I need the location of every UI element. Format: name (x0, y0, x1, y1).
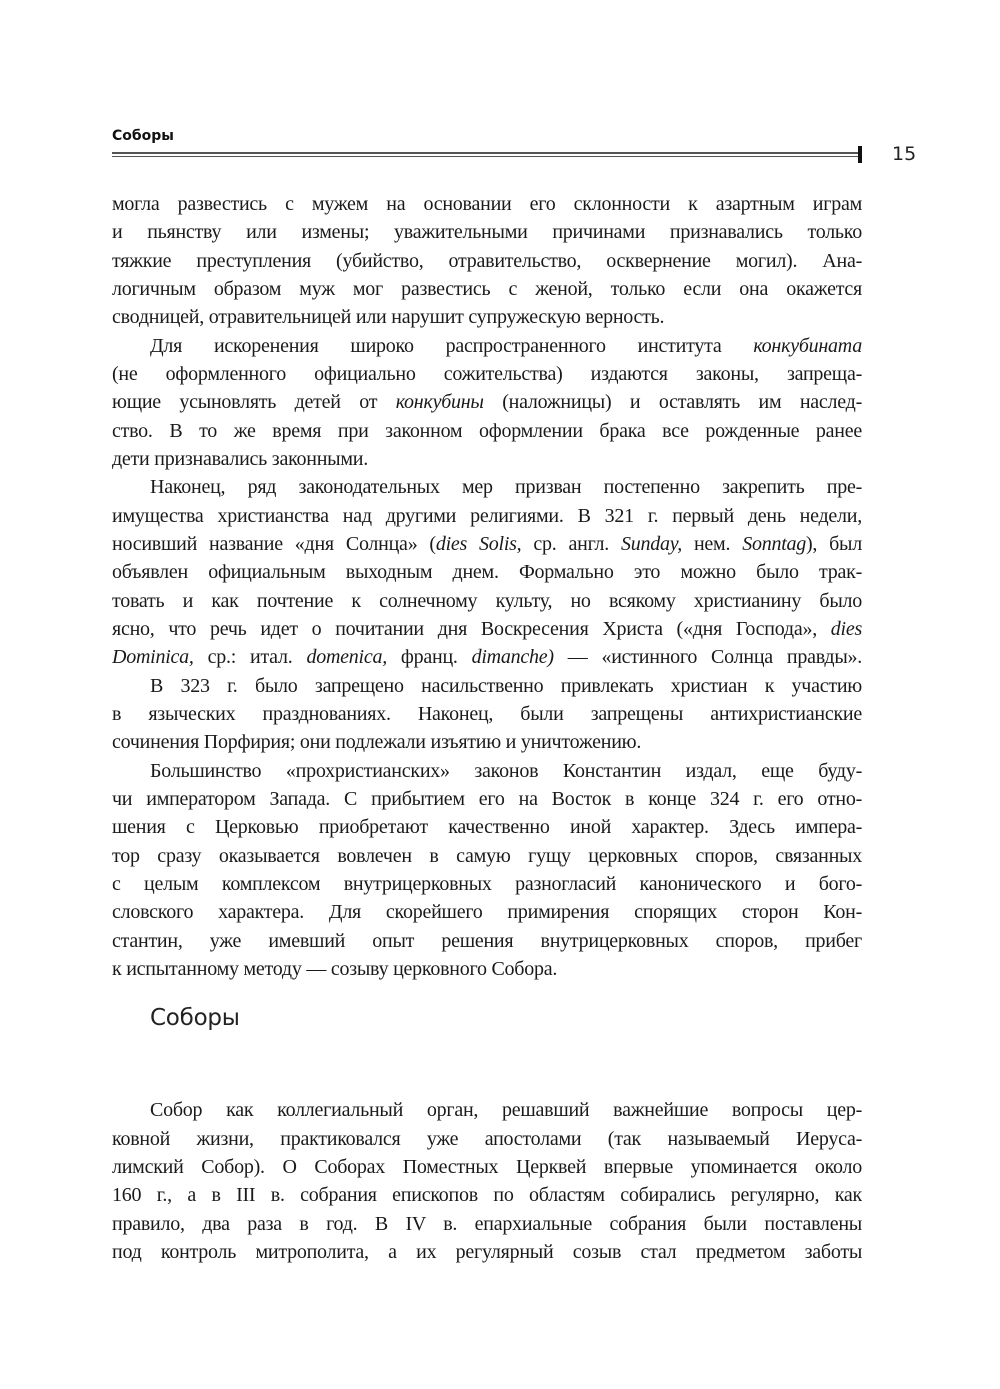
text-span: ср.: итал. (193, 646, 307, 669)
text-span: объявлен официальным выходным днем. Формально это можно было трак- (112, 561, 862, 584)
italic-term: dies Solis, (435, 532, 522, 555)
text-line (112, 445, 862, 473)
text-line (112, 672, 862, 700)
text-span: сводницей, отравительницей или нарушит супружескую верность. (112, 306, 665, 329)
text-span: в языческих празднованиях. Наконец, были запрещены антихристианские (112, 702, 862, 725)
text-line (112, 473, 862, 501)
text-span: к испытанному методу — созыву церковного Собора. (112, 957, 558, 980)
text-line (112, 615, 862, 643)
text-line (112, 502, 862, 530)
paragraph (112, 757, 862, 984)
text-line (112, 1153, 862, 1181)
text-line (112, 728, 862, 756)
text-line (112, 757, 862, 785)
text-span: Наконец, ряд законодательных мер призван постепенно закрепить пре- (150, 476, 862, 499)
text-span: нем. (682, 532, 743, 555)
text-span: ство. В то же время при законном оформлении брака все рожденные ранее (112, 419, 862, 442)
text-line (112, 898, 862, 926)
text-span: ковной жизни, практиковался уже апостолами (так называемый Иеруса- (112, 1127, 862, 1150)
italic-term: конкубины (395, 391, 484, 414)
text-span: с целым комплексом внутрицерковных разногласий канонического и бого- (112, 872, 862, 895)
italic-term: dies (830, 617, 862, 640)
italic-term: Dominica, (112, 646, 194, 669)
page-body (112, 190, 862, 1266)
italic-term: dimanche) (471, 646, 554, 669)
text-line (112, 275, 862, 303)
text-span: (не оформленного официально сожительства) издаются законы, запреща- (112, 362, 862, 385)
text-line (112, 1181, 862, 1209)
text-line (112, 558, 862, 586)
text-span: Собор как коллегиальный орган, решавший важнейшие вопросы цер- (150, 1099, 862, 1122)
text-span: ), был (806, 532, 862, 555)
text-span: тор сразу оказывается вовлечен в самую гущу церковных споров, связанных (112, 844, 862, 867)
text-span: Для искоренения широко распространенного института (150, 334, 754, 357)
text-line (112, 1096, 862, 1124)
text-line (112, 587, 862, 615)
text-span: носивший название «дня Солнца» ( (112, 532, 436, 555)
text-span: 160 г., а в III в. собрания епископов по областям собирались регулярно, как (112, 1184, 862, 1207)
text-span: сочинения Порфирия; они подлежали изъятию и уничтожению. (112, 731, 642, 754)
text-span: ющие усыновлять детей от (112, 391, 396, 414)
text-line (112, 700, 862, 728)
text-line (112, 360, 862, 388)
paragraph (112, 332, 862, 474)
text-span: имущества христианства над другими религиями. В 321 г. первый день недели, (112, 504, 862, 527)
text-span: шения с Церковью приобретают качественно иной характер. Здесь импера- (112, 816, 862, 839)
text-line (112, 190, 862, 218)
text-line (112, 388, 862, 416)
paragraph (112, 672, 862, 757)
text-line (112, 870, 862, 898)
text-line (112, 955, 862, 983)
italic-term: Sonntag (742, 532, 806, 555)
text-span: ясно, что речь идет о почитании дня Воскресения Христа («дня Господа», (112, 617, 831, 640)
text-span: чи императором Запада. С прибытием его на Восток в конце 324 г. его отно- (112, 787, 862, 810)
text-span: и пьянству или измены; уважительными причинами признавались только (112, 221, 862, 244)
running-head-title: Соборы (112, 128, 174, 144)
text-span: — «истинного Солнца правды». (553, 646, 862, 669)
text-line (112, 218, 862, 246)
text-span: дети признавались законными. (112, 447, 368, 470)
text-span: товать и как почтение к солнечному культу, но всякому христианину было (112, 589, 862, 612)
text-span: франц. (386, 646, 472, 669)
italic-term: Sunday, (620, 532, 682, 555)
text-span: логичным образом муж мог развестись с женой, только если она окажется (112, 277, 862, 300)
text-line (112, 247, 862, 275)
text-line (112, 332, 862, 360)
text-span: Большинство «прохристианских» законов Константин издал, еще буду- (150, 759, 862, 782)
text-span: могла развестись с мужем на основании его склонности к азартным играм (112, 193, 862, 215)
text-span: (наложницы) и оставлять им наслед- (483, 391, 862, 414)
paragraph (112, 1096, 862, 1266)
text-line (112, 303, 862, 331)
text-span: словского характера. Для скорейшего примирения спорящих сторон Кон- (112, 901, 862, 924)
paragraph (112, 473, 862, 671)
italic-term: domenica, (306, 646, 387, 669)
text-span: правило, два раза в год. В IV в. епархиальные собрания были поставлены (112, 1212, 862, 1235)
text-line (112, 927, 862, 955)
header-rule (112, 151, 860, 158)
text-line (112, 530, 862, 558)
text-line (112, 813, 862, 841)
text-line (112, 1210, 862, 1238)
text-span: под контроль митрополита, а их регулярный созыв стал предметом заботы (112, 1240, 862, 1263)
text-line (112, 417, 862, 445)
text-line (112, 1238, 862, 1266)
text-span: В 323 г. было запрещено насильственно привлекать христиан к участию (150, 674, 862, 697)
page-number: 15 (892, 143, 917, 165)
text-span: стантин, уже имевший опыт решения внутрицерковных споров, прибег (112, 929, 862, 952)
text-line (112, 1125, 862, 1153)
italic-term: конкубината (753, 334, 862, 357)
paragraph (112, 190, 862, 332)
text-line (112, 643, 862, 671)
text-span: лимский Собор). О Соборах Поместных Церквей впервые упоминается около (112, 1155, 862, 1178)
section-heading: Соборы (150, 1005, 240, 1032)
text-span: ср. англ. (521, 532, 621, 555)
text-line (112, 785, 862, 813)
text-span: тяжкие преступления (убийство, отравительство, осквернение могил). Ана- (112, 249, 862, 272)
text-line (112, 842, 862, 870)
